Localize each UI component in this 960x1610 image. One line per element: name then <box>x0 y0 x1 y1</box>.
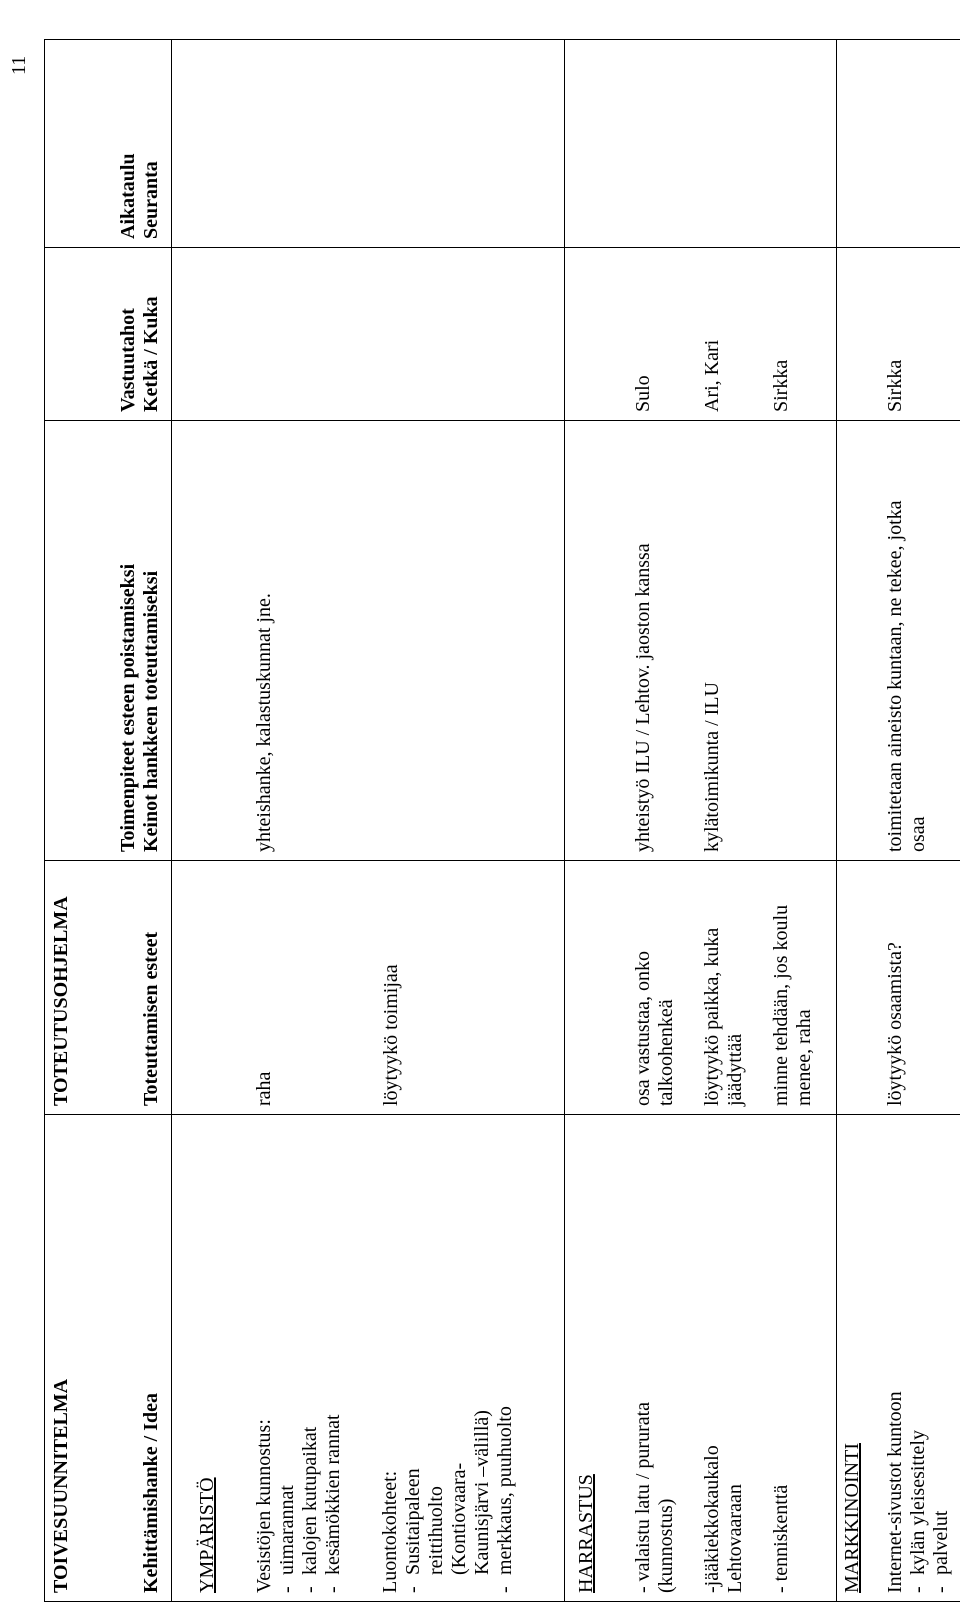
tennis-este: minne tehdään, jos koulu menee, raha <box>770 904 815 1106</box>
tennis-idea: - tenniskenttä <box>770 1484 792 1593</box>
header-idea-cell <box>45 1115 172 1602</box>
vesistot-title: Vesistöjen kunnostus: <box>253 1419 275 1593</box>
harrastus-toimenpiteet-cell <box>565 421 837 861</box>
luonto-este: löytyykö toimijaa <box>380 964 402 1106</box>
idea-column-header: Kehittämishanke / Idea <box>140 1392 162 1593</box>
latu-toimenpide: yhteistyö ILU / Lehtov. jaoston kanssa <box>632 543 654 852</box>
jaakiekko-idea: -jääkiekkokaukalo Lehtovaaraan <box>701 1445 746 1593</box>
ymparisto-vastuu-cell <box>172 248 565 421</box>
latu-este: osa vastustaa, onko talkoohenkeä <box>632 951 677 1106</box>
markkinointi-toimenpide: toimitetaan aineisto kuntaan, ne tekee, jotka osaa <box>884 500 929 852</box>
plan-table <box>44 39 960 1602</box>
markkinointi-aikataulu-cell <box>837 40 960 248</box>
jaakiekko-vastuu: Ari, Kari <box>701 339 723 412</box>
vesistot-item: -kesämökkien rannat <box>322 1414 344 1593</box>
markkinointi-heading: MARKKINOINTI <box>841 1443 863 1593</box>
vastuutahot-header-line1: Vastuutahot <box>117 308 139 412</box>
toimenpiteet-header-line2: Keinot hankkeen toteuttamiseksi <box>140 570 162 852</box>
luonto-title: Luontokohteet: <box>379 1470 401 1593</box>
ymparisto-row <box>172 40 565 1602</box>
vesistot-item: -kalojen kutupaikat <box>299 1426 321 1593</box>
aikataulu-header-line2: Seuranta <box>140 161 162 239</box>
markkinointi-esteet-cell <box>837 861 960 1115</box>
harrastus-idea-cell <box>565 1115 837 1602</box>
markkinointi-vastuu: Sirkka <box>884 359 906 412</box>
aikataulu-header-line1: Aikataulu <box>117 153 139 239</box>
markkinointi-row <box>837 40 960 1602</box>
harrastus-vastuu-cell <box>565 248 837 421</box>
header-row <box>45 40 172 1602</box>
page-number: 11 <box>8 55 30 75</box>
toteutusohjelma-title: TOTEUTUSOHJELMA <box>50 896 72 1106</box>
jaakiekko-este: löytyykö paikka, kuka jäädyttää <box>701 927 746 1106</box>
ymparisto-heading: YMPÄRISTÖ <box>196 1477 218 1593</box>
vastuutahot-header-line2: Ketkä / Kuka <box>140 296 162 412</box>
vesistot-toimenpide: yhteishanke, kalastuskunnat jne. <box>253 593 275 852</box>
harrastus-row <box>565 40 837 1602</box>
harrastus-heading: HARRASTUS <box>575 1474 597 1593</box>
markkinointi-idea-cell <box>837 1115 960 1602</box>
toivesuunnitelma-title: TOIVESUUNNITELMA <box>50 1378 72 1593</box>
ymparisto-esteet-cell <box>172 861 565 1115</box>
jaakiekko-toimenpide: kylätoimikunta / ILU <box>701 682 723 852</box>
markkinointi-item: -palvelut <box>930 1510 952 1593</box>
luonto-item-2: -merkkaus, puuhuolto <box>494 1406 516 1593</box>
ymparisto-toimenpiteet-cell <box>172 421 565 861</box>
luonto-item-1: -Susitaipaleen reittihuolto (Kontiovaara- Kaunisjärvi –välillä) <box>402 1410 493 1593</box>
esteet-column-header: Toteuttamisen esteet <box>140 931 162 1106</box>
latu-vastuu: Sulo <box>632 375 654 412</box>
tennis-vastuu: Sirkka <box>770 359 792 412</box>
ymparisto-aikataulu-cell <box>172 40 565 248</box>
latu-idea: - valaistu latu / pururata (kunnostus) <box>632 1401 677 1593</box>
vesistot-este: raha <box>253 1071 275 1106</box>
header-vastuutahot-cell <box>45 248 172 421</box>
markkinointi-title: Internet-sivustot kuntoon <box>884 1391 906 1593</box>
markkinointi-toimenpiteet-cell <box>837 421 960 861</box>
ymparisto-idea-cell <box>172 1115 565 1602</box>
harrastus-aikataulu-cell <box>565 40 837 248</box>
toimenpiteet-header-line1: Toimenpiteet esteen poistamiseksi <box>117 563 139 852</box>
harrastus-esteet-cell <box>565 861 837 1115</box>
markkinointi-este: löytyykö osaamista? <box>884 942 906 1106</box>
header-esteet-cell <box>45 861 172 1115</box>
markkinointi-vastuu-cell <box>837 248 960 421</box>
header-aikataulu-cell <box>45 40 172 248</box>
header-toimenpiteet-cell <box>45 421 172 861</box>
markkinointi-item: -kylän yleisesittely <box>907 1430 929 1593</box>
vesistot-item: -uimarannat <box>276 1485 298 1593</box>
